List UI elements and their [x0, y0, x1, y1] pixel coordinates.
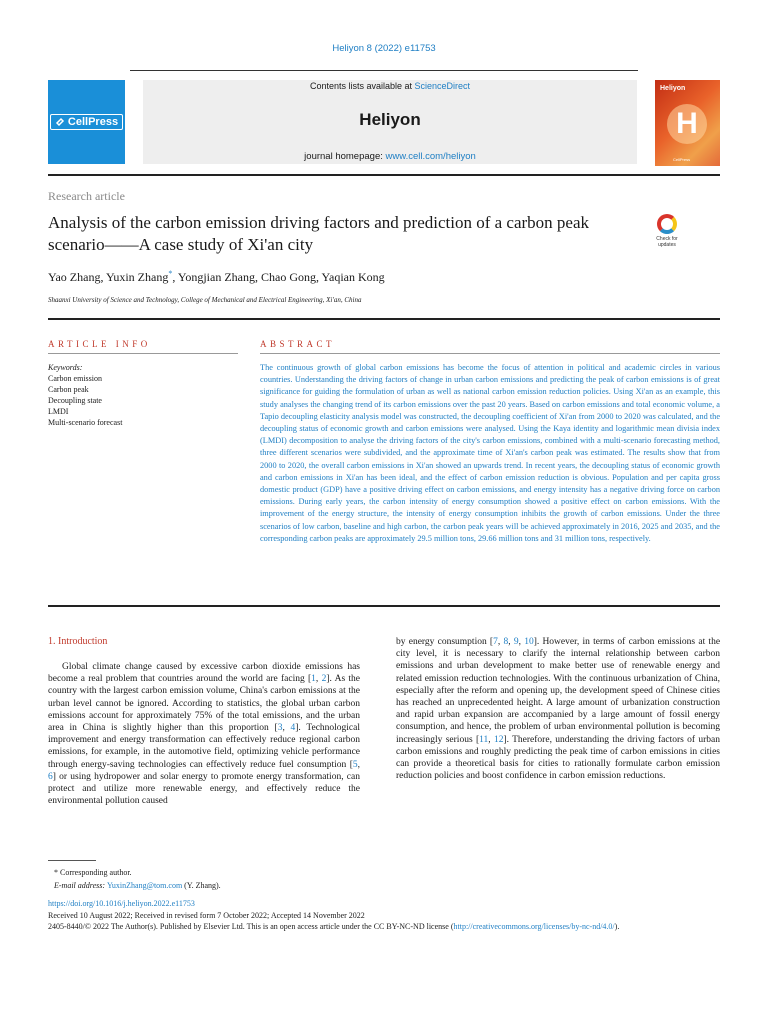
affiliation: Shaanxi University of Science and Technology, College of Mechanical and Electrical Engineering, Xi'an, China — [48, 296, 362, 304]
footnote-rule — [48, 860, 96, 861]
keywords-block — [48, 362, 238, 428]
authors-first: Yao Zhang, Yuxin Zhang — [48, 270, 169, 284]
homepage-prefix: journal homepage: — [304, 151, 386, 162]
citation-link[interactable]: 8 — [503, 637, 509, 647]
link-icon — [55, 117, 65, 127]
intro-text: ] or using hydropower and solar energy to promote energy transformation, can protect and utilize more renewable energy, and effectively reduce the environmental pollution caused — [48, 771, 360, 807]
journal-name: Heliyon — [359, 110, 421, 129]
contents-prefix: Contents lists available at — [309, 81, 415, 91]
citation-link[interactable]: 12 — [493, 734, 504, 745]
cover-title: Heliyon — [660, 85, 686, 92]
citation-link[interactable]: 2 — [321, 674, 327, 685]
dates-line: Received 10 August 2022; Received in revised form 7 October 2022; Accepted 14 November 2022 — [48, 910, 365, 920]
cellpress-logo[interactable] — [48, 80, 125, 164]
introduction-right-column — [396, 636, 720, 782]
sciencedirect-link[interactable]: ScienceDirect — [414, 81, 471, 91]
email-link[interactable]: YuxinZhang@tom.com — [107, 881, 183, 890]
intro-text: , — [282, 723, 291, 734]
cover-logo: CellPress — [673, 157, 691, 162]
citation-link[interactable]: 4 — [290, 723, 296, 734]
keyword-item: Multi-scenario forecast — [48, 418, 123, 427]
intro-text: ]. Therefore, understanding the driving factors of urban carbon emissions and roughly predicting the peak time of carbon emissions in cities can provide a theoretical basis for cities to rationally formulate carbon emission reduction policies and boost confidence in carbon emission reductions. — [396, 734, 720, 782]
article-info-rule — [48, 353, 238, 354]
intro-text: ]. As the country with the largest carbon emission volume, China's carbon emissions at the urban level cannot be ignored. According to statistics, the global urban carbon emissions account for approximately 75% of the total emissions, and the urban area in China is slightly higher than this proportion [ — [48, 674, 360, 734]
journal-citation[interactable]: Heliyon 8 (2022) e11753 — [332, 43, 436, 54]
license-link[interactable]: http://creativecommons.org/licenses/by-nc-nd/4.0/ — [453, 922, 615, 931]
intro-text: by energy consumption [ — [396, 637, 494, 647]
abstract-rule — [260, 353, 720, 354]
license-suffix: ). — [614, 922, 620, 931]
article-title: Analysis of the carbon emission driving factors and prediction of a carbon peak scenario——A case study of Xi'an city — [48, 213, 590, 254]
citation-link[interactable]: 9 — [513, 637, 519, 647]
abstract-block-rule — [48, 605, 720, 607]
email-label: E-mail address: — [54, 881, 108, 890]
footnotes — [54, 866, 221, 892]
keyword-item: Carbon peak — [48, 385, 89, 394]
corresponding-author-mark[interactable]: * — [168, 269, 173, 278]
journal-masthead — [143, 80, 637, 164]
masthead-rule — [48, 174, 720, 176]
intro-text: , — [357, 759, 360, 770]
intro-text: ]. However, in terms of carbon emissions at the city level, it is necessary to clarify the internal relationship between carbon emissions and urban development to make better use of renewable energy and related emission reduction technologies. With the continuous urbanization of China, especially after the reform and opening up, the development speed of Chinese cities has reached an unprecedented height. A large amount of urbanization construction and rapid urban expansion are accompanied by a large amount of fossil energy consumption, and hence, the problem of urban environmental pollution is becoming increasingly serious [ — [396, 637, 721, 745]
introduction-heading: 1. Introduction — [48, 636, 108, 647]
citation-link[interactable]: 1 — [311, 674, 316, 685]
intro-text: , — [518, 637, 525, 647]
intro-text: Global climate change caused by excessive carbon dioxide emissions has become a real problem that countries around the world are facing [ — [48, 662, 360, 685]
intro-text: , — [497, 637, 504, 647]
intro-text: ]. Technological improvement and energy transformation can effectively reduce regional carbon emissions, for example, in the automotive field, optimizing vehicle performance through energy-saving technologies can effectively reduce fuel consumption [ — [48, 723, 361, 770]
homepage-line — [143, 151, 637, 162]
keywords-heading: Keywords: — [48, 363, 83, 372]
header-rule — [130, 70, 638, 71]
check-for-updates-badge[interactable] — [648, 214, 686, 254]
citation-link[interactable]: 6 — [48, 771, 53, 782]
doi-link[interactable]: https://doi.org/10.1016/j.heliyon.2022.e11753 — [48, 899, 195, 908]
intro-text: , — [508, 637, 514, 647]
authors-rest: , Yongjian Zhang, Chao Gong, Yaqian Kong — [172, 270, 385, 284]
keyword-item: LMDI — [48, 407, 69, 416]
contents-line — [143, 80, 637, 92]
citation-link[interactable]: 7 — [493, 637, 498, 647]
keyword-item: Carbon emission — [48, 374, 102, 383]
introduction-left-column — [48, 661, 360, 807]
email-footnote — [54, 879, 221, 892]
author-list — [48, 269, 385, 285]
abstract-heading: ABSTRACT — [260, 339, 336, 349]
homepage-link[interactable]: www.cell.com/heliyon — [385, 151, 476, 162]
cover-mark: H — [667, 104, 707, 144]
journal-cover-image[interactable] — [655, 80, 720, 166]
article-info-heading: ARTICLE INFO — [48, 339, 151, 349]
citation-link[interactable]: 11 — [479, 734, 489, 745]
publisher-logo-text: CellPress — [67, 116, 119, 128]
crossmark-icon — [657, 214, 677, 234]
title-block-rule — [48, 318, 720, 320]
abstract-text: The continuous growth of global carbon emissions has become the focus of attention in political and academic circles in various countries. Understanding the driving factors of change in urban carbon emissions and predicting the peak of carbon emissions is of great significance for guiding the formulation of urban as well as national carbon emission reduction policies. Using Xi'an as an example, this study analyses the changing trend of its carbon emissions over the past 20 years. Based on carbon emissions and total economic volume, a Tapio decoupling elasticity analysis model was constructed, the decoupling coefficient of Xi'an from 2000 to 2020 was calculated, and the decoupling status of economic growth and carbon emissions were analysed. Using the Kaya identity and logarithmic mean divisia index (LMDI) decomposition to analyse the driving factors of the city's carbon emissions, combined with a multi-scenario forecasting method, three different scenarios were subdivided, and the approximate time of Xi'an's carbon peak was estimated. The results show that from 2000 to 2020, the overall carbon emissions in Xi'an showed an upwards trend. In recent years, the decoupling status of economic growth and carbon emissions in Xi'an has been ideal, and the effect of carbon emission reduction is obvious. Population and per capita gross domestic product (GDP) have a positive driving effect on carbon emissions, and energy intensity has a negative driving force on carbon emissions. During early years, the carbon intensity of energy consumption showed a positive effect on carbon emissions. With the improvement of the energy structure, the intensity of energy consumption inhibits the growth of carbon emissions. Under the three scenarios of low carbon, baseline and high carbon, the carbon peak years will be achieved approximately in 2016, 2025 and 2035, and the corresponding carbon peaks are approximately 29.5 million tons, 29.66 million tons and 31 million tons, respectively. — [260, 363, 720, 543]
intro-text: , — [488, 734, 494, 745]
license-prefix: 2405-8440/© 2022 The Author(s). Published by Elsevier Ltd. This is an open access article under the CC BY-NC-ND license ( — [48, 922, 454, 931]
citation-link[interactable]: 3 — [277, 723, 283, 734]
check-for-updates-label: Check for updates — [656, 236, 678, 248]
citation-link[interactable]: 5 — [352, 759, 358, 770]
article-type: Research article — [48, 189, 125, 203]
citation-link[interactable]: 10 — [524, 637, 534, 647]
corresponding-author-note: * Corresponding author. — [54, 868, 132, 877]
license-line — [48, 921, 720, 933]
intro-text: , — [315, 674, 322, 685]
keyword-item: Decoupling state — [48, 396, 102, 405]
article-footer — [48, 898, 720, 933]
email-suffix: (Y. Zhang). — [182, 881, 221, 890]
